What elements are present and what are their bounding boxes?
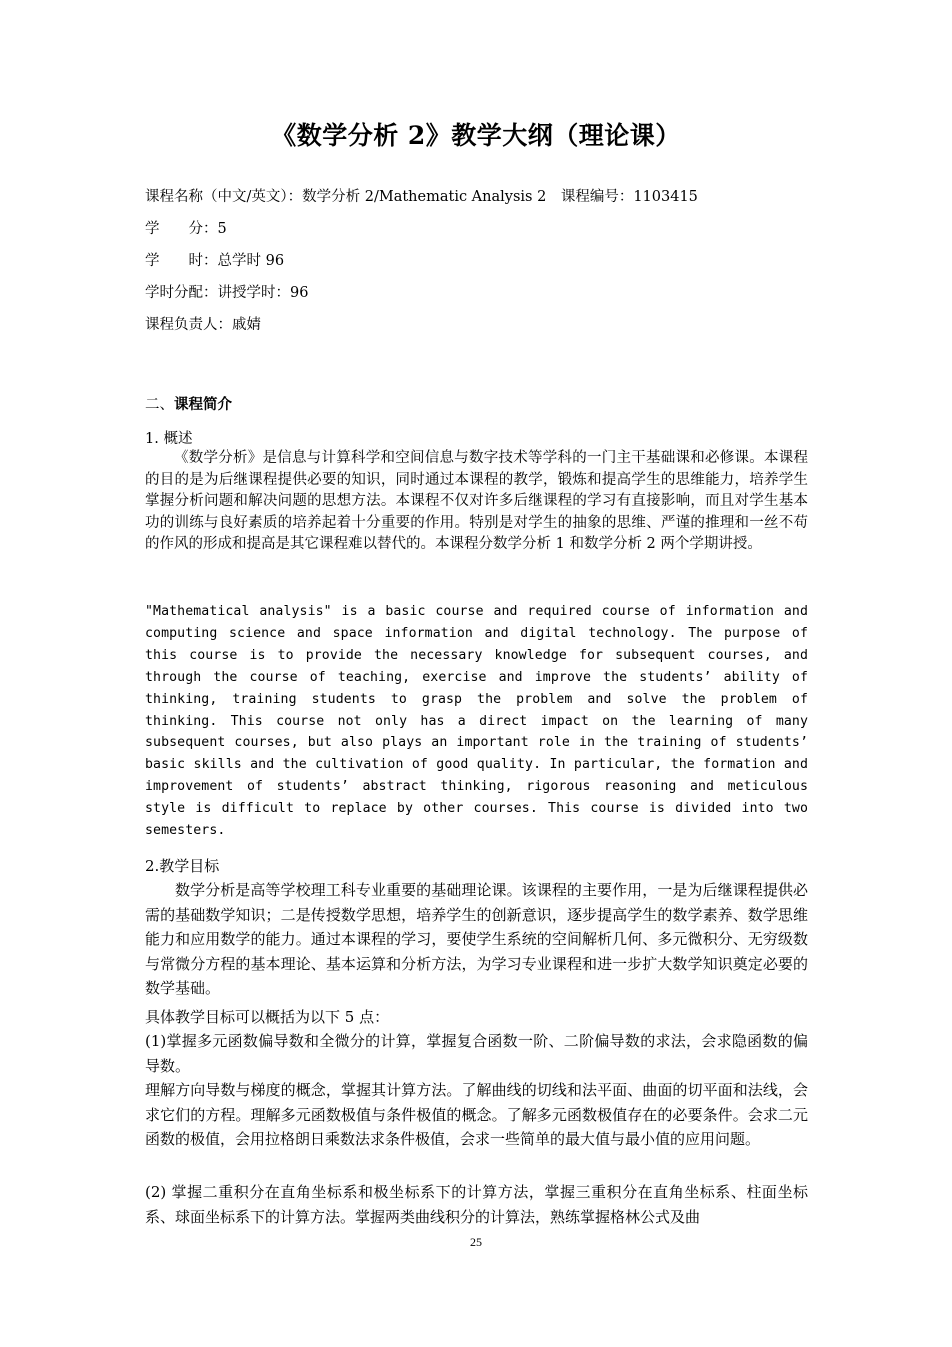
responsible-line: 课程负责人：戚婧 bbox=[145, 317, 261, 333]
overview-heading: 1. 概述 bbox=[145, 431, 193, 447]
section-title: 课程简介 bbox=[174, 396, 232, 413]
goals-intro-paragraph: 数学分析是高等学校理工科专业重要的基础理论课。该课程的主要作用，一是为后继课程提供必需的基础数学知识；二是传授数学思想，培养学生的创新意识，逐步提高学生的数学素养、数学思维能力和应用数学的能力。通过本课程的学习，要使学生系统的空间解析几何、多元微积分、无穷级数与常微分方程的基本理论、基本运算和分析方法，为学习专业课程和进一步扩大数学知识奠定必要的数学基础。 bbox=[145, 881, 808, 997]
course-name-line: 课程名称（中文/英文）：数学分析 2/Mathematic Analysis 2 课程编号：1103415 bbox=[145, 189, 698, 205]
document-title: 《数学分析 2》教学大纲（理论课） bbox=[271, 121, 681, 150]
allocation-line: 学时分配：讲授学时：96 bbox=[145, 285, 309, 301]
section-heading bbox=[145, 393, 232, 414]
goal-item-2: (2) 掌握二重积分在直角坐标系和极坐标系下的计算方法，掌握三重积分在直角坐标系、柱面坐标系、球面坐标系下的计算方法。掌握两类曲线积分的计算法，熟练掌握格林公式及曲 bbox=[145, 1183, 808, 1226]
page-number: 25 bbox=[470, 1235, 482, 1249]
hours-line: 学 时：总学时 96 bbox=[145, 253, 285, 269]
credits-line: 学 分：5 bbox=[145, 221, 227, 237]
goals-heading: 2.教学目标 bbox=[145, 857, 220, 875]
section-number: 二、 bbox=[145, 397, 174, 413]
course-info bbox=[145, 186, 825, 346]
overview-zh-paragraph: 《数学分析》是信息与计算科学和空间信息与数字技术等学科的一门主干基础课和必修课。本课程的目的是为后继课程提供必要的知识，同时通过本课程的教学，锻炼和提高学生的思维能力，培养学生掌握分析问题和解决问题的思想方法。本课程不仅对许多后继课程的学习有直接影响，而且对学生基本功的训练与良好素质的培养起着十分重要的作用。特别是对学生的抽象的思维、严谨的推理和一丝不苟的作风的形成和提高是其它课程难以替代的。本课程分数学分析 1 和数学分析 2 两个学期讲授。 bbox=[145, 450, 808, 552]
goal-item-1-continued: 理解方向导数与梯度的概念，掌握其计算方法。了解曲线的切线和法平面、曲面的切平面和法线，会求它们的方程。理解多元函数极值与条件极值的概念。了解多元函数极值存在的必要条件。会求二元函数的极值，会用拉格朗日乘数法求条件极值，会求一些简单的最大值与最小值的应用问题。 bbox=[145, 1081, 808, 1148]
goal-item-1: (1)掌握多元函数偏导数和全微分的计算，掌握复合函数一阶、二阶偏导数的求法，会求隐函数的偏导数。 bbox=[145, 1032, 808, 1075]
goals-summary-line: 具体教学目标可以概括为以下 5 点： bbox=[145, 1008, 390, 1026]
overview-en-paragraph: "Mathematical analysis" is a basic course and required course of information and computing science and space information and digital technology. The purpose of this course is to provide the necessary knowledge for subsequent courses, and through the course of teaching, exercise and improve the students’ ability of thinking, training students to grasp the problem and solve the problem of thinking. This course not only has a direct impact on the learning of many subsequent courses, but also plays an important role in the training of students’ basic skills and the cultivation of good quality. In particular, the formation and improvement of students’ abstract thinking, rigorous reasoning and meticulous style is difficult to replace by other courses. This course is divided into two semesters. bbox=[145, 604, 808, 839]
